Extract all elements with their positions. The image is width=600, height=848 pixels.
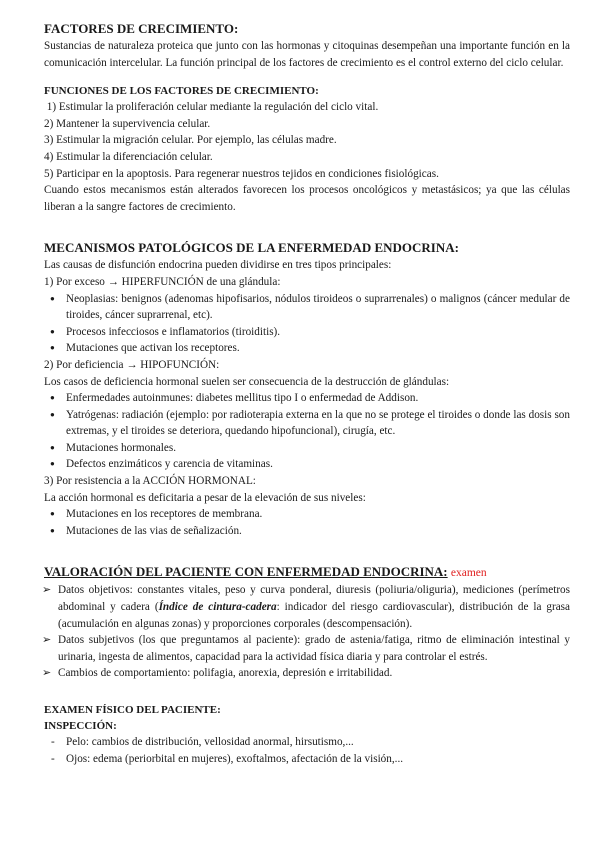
resistencia-list [44,506,570,539]
deficiencia-heading: 2) Por deficiencia → HIPOFUNCIÓN: [44,358,220,371]
section-title-mecanismos: MECANISMOS PATOLÓGICOS DE LA ENFERMEDAD ENDOCRINA: [44,240,459,256]
exceso-list [44,291,570,357]
list-item: ● Neoplasias: benignos (adenomas hipofisarios, nódulos tiroideos o suprarrenales) o malignos (cáncer medular de tiroides, cáncer suprarrenal, etc). [44,291,570,324]
inspeccion-subtitle: INSPECCIÓN: [44,720,117,732]
inspeccion-ojos: Ojos: edema (periorbital en mujeres), exoftalmos, afectación de la visión,... [66,752,404,765]
arrow-bullet-icon: ➢ [42,584,52,597]
dash-bullet: - [51,736,55,748]
section-title-funciones: FUNCIONES DE LOS FACTORES DE CRECIMIENTO: [44,85,319,98]
list-item: ● Mutaciones en los receptores de membrana. [44,506,570,523]
list-item: ● Yatrógenas: radiación (ejemplo: por radioterapia externa en la que no se protege el tiroides o donde las dosis son extremas, y el tiroides se deteriora, quedando hipofuncional), cirugía, etc. [44,407,570,440]
list-item: ● Enfermedades autoinmunes: diabetes mellitus tipo I o enfermedad de Addison. [44,390,570,407]
objetivos-text-end: : indicador del riesgo cardiovascular), distribución de la grasa (acumulación en algunas zonas) y proporciones corporales (descompensación). [58,601,570,630]
list-item: ● Procesos infecciosos e inflamatorios (tiroiditis). [44,324,570,341]
funcion-item: 3) Estimular la migración celular. Por ejemplo, las células madre. [44,134,337,147]
factores-paragraph: Sustancias de naturaleza proteica que junto con las hormonas y citoquinas desempeñan una importante función en la comunicación intercelular. La función principal de los factores de crecimiento es el control externo del ciclo celular. [44,40,570,69]
list-item [44,734,570,751]
mecanismos-intro: Las causas de disfunción endocrina pueden dividirse en tres tipos principales: [44,259,392,272]
section-title-factores: FACTORES DE CRECIMIENTO: [44,21,239,36]
datos-subjetivos-item [44,632,570,665]
section-title-examen-fisico: EXAMEN FÍSICO DEL PACIENTE: [44,704,221,716]
arrow-bullet-icon: ➢ [42,634,52,647]
list-item [44,751,570,768]
valoracion-list [44,582,570,682]
dash-bullet: - [51,752,55,765]
section-title-valoracion [44,563,570,582]
funciones-closing: Cuando estos mecanismos están alterados favorecen los procesos oncológicos y metastásicos; ya que las células liberan a la sangre factores de crecimiento. [44,184,570,213]
examen-tag: examen [450,567,487,580]
comportamiento-item [44,665,570,682]
valoracion-title-text: VALORACIÓN DEL PACIENTE CON ENFERMEDAD ENDOCRINA: [44,564,448,580]
inspeccion-list [44,734,570,767]
list-item: ● Mutaciones hormonales. [44,440,570,457]
inspeccion-pelo: Pelo: cambios de distribución, vellosidad anormal, hirsutismo,... [66,736,354,748]
funcion-item: 5) Participar en la apoptosis. Para regenerar nuestros tejidos en condiciones fisiológicas. [44,167,439,180]
arrow-bullet-icon: ➢ [42,667,52,680]
deficiencia-list [44,390,570,473]
list-item: ● Mutaciones que activan los receptores. [44,340,570,357]
funcion-item: 4) Estimular la diferenciación celular. [44,150,213,163]
resistencia-intro: La acción hormonal es deficitaria a pesar de la elevación de sus niveles: [44,491,366,504]
objetivos-text: Datos objetivos: constantes vitales, peso y curva ponderal, diuresis (poliuria/oliguria), mediciones (perímetros abdominal y cadera ( [58,584,570,614]
list-item: ● Mutaciones de las vias de señalización. [44,523,570,540]
resistencia-heading: 3) Por resistencia a la ACCIÓN HORMONAL: [44,475,256,488]
list-item: ● Defectos enzimáticos y carencia de vitaminas. [44,456,570,473]
datos-objetivos-item [44,582,570,632]
comportamiento-text: Cambios de comportamiento: polifagia, anorexia, depresión e irritabilidad. [58,667,393,680]
exceso-heading: 1) Por exceso → HIPERFUNCIÓN de una glándula: [44,275,281,288]
funcion-item: 1) Estimular la proliferación celular mediante la regulación del ciclo vital. [44,101,379,114]
indice-cintura-cadera: Índice de cintura-cadera [158,601,277,614]
deficiencia-intro: Los casos de deficiencia hormonal suelen ser consecuencia de la destrucción de glándulas: [44,375,450,388]
subjetivos-text: Datos subjetivos (los que preguntamos al paciente): grado de astenia/fatiga, ritmo de eliminación intestinal y urinaria, ingesta de alimentos, capacidad para la actividad física diaria y para controlar el estrés. [58,634,570,663]
funcion-item: 2) Mantener la supervivencia celular. [44,117,211,130]
